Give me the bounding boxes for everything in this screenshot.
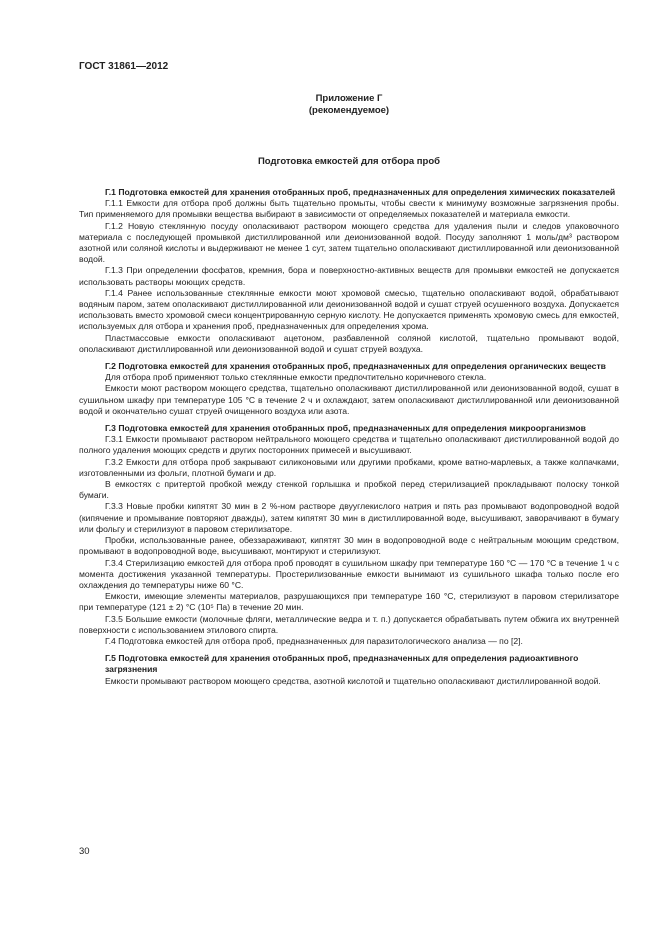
section-heading-g2: Г.2 Подготовка емкостей для хранения отобранных проб, предназначенных для определения органических веществ: [105, 361, 606, 372]
paragraph: Пробки, использованные ранее, обеззараживают, кипятят 30 мин в водопроводной воде с нейтральным моющим средством, промывают в водопроводной воде, высушивают, монтируют и стерилизуют.: [79, 535, 619, 557]
paragraph: Г.3.3 Новые пробки кипятят 30 мин в 2 %-ном растворе двууглекислого натрия и пять раз промывают водопроводной водой (кипячение и промывание повторяют дважды), затем кипятят 30 мин в дистиллированной воде, высушивают, заворачивают в бумагу или фольгу и стерилизуют в паровом стерилизаторе.: [79, 501, 619, 534]
paragraph: Емкости промывают раствором моющего средства, азотной кислотой и тщательно ополаскивают дистиллированной водой.: [105, 675, 601, 686]
paragraph: Емкости моют раствором моющего средства, тщательно ополаскивают дистиллированной или деионизованной водой, сушат в сушильном шкафу при температуре 105 °С в течение 2 ч и охлаждают, затем ополаскивают дистиллированной или деионизованной водой и окончательно сушат струей очищенного воздуха или азота.: [79, 383, 619, 416]
page-number: 30: [79, 846, 90, 857]
appendix-subtitle: (рекомендуемое): [308, 105, 390, 116]
paragraph: Емкости, имеющие элементы материалов, разрушающихся при температуре 160 °С, стерилизуют в паровом стерилизаторе при температуре (121 ± 2) °С (10⁵ Па) в течение 20 мин.: [79, 591, 619, 613]
document-header: ГОСТ 31861—2012: [79, 61, 169, 72]
paragraph: Г.1.1 Емкости для отбора проб должны быть тщательно промыты, чтобы свести к минимуму возможные загрязнения пробы. Тип применяемого для промывки вещества выбирают в зависимости от определяемых показателей и материала емкости.: [79, 198, 619, 220]
paragraph: Г.3.4 Стерилизацию емкостей для отбора проб проводят в сушильном шкафу при температуре 160 °С — 170 °С в течение 1 ч с момента достижения указанной температуры. Простерилизованные емкости вынимают из сушильного шкафа только после его охлаждения до температуры ниже 60 °С.: [79, 557, 619, 590]
section-heading-g1: Г.1 Подготовка емкостей для хранения отобранных проб, предназначенных для определения химических показателей: [105, 187, 616, 197]
paragraph: Для отбора проб применяют только стеклянные емкости предпочтительно коричневого стекла.: [105, 372, 487, 383]
section-heading-g5: Г.5 Подготовка емкостей для хранения отобранных проб, предназначенных для определения радиоактивного загрязнения: [105, 653, 579, 675]
paragraph: Г.3.1 Емкости промывают раствором нейтрального моющего средства и тщательно ополаскивают дистиллированной водой до полного удаления моющих средств и других посторонних примесей и высушивают.: [79, 434, 619, 456]
paragraph: В емкостях с притертой пробкой между стенкой горлышка и пробкой перед стерилизацией прокладывают полоску тонкой бумаги.: [79, 479, 619, 501]
appendix-title: Приложение Г: [315, 93, 383, 104]
paragraph: Г.3.5 Большие емкости (молочные фляги, металлические ведра и т. п.) допускается обрабатывать путем обжига их внутренней поверхности с использованием этилового спирта.: [79, 613, 619, 635]
paragraph: Г.1.4 Ранее использованные стеклянные емкости моют хромовой смесью, тщательно ополаскивают водой, обрабатывают водяным паром, затем ополаскивают дистиллированной или деионизованной водой и сушат струей осушенного воздуха. Допускается использовать вместо хромовой смеси концентрированную серную кислоту. Не допускается применять хромовую смесь для емкостей, используемых для отбора и хранения проб, предназначенных для определения хрома.: [79, 287, 619, 332]
paragraph: Г.1.3 При определении фосфатов, кремния, бора и поверхностно-активных веществ для промывки емкостей не допускается использовать растворы моющих средств.: [79, 265, 619, 287]
section-heading-g3: Г.3 Подготовка емкостей для хранения отобранных проб, предназначенных для определения микроорганизмов: [105, 423, 586, 434]
paragraph: Г.1.2 Новую стеклянную посуду ополаскивают раствором моющего средства для удаления пыли и следов упаковочного материала с последующей промывкой дистиллированной или деионизованной водой. Посуду заполняют 1 моль/дм³ раствором азотной или соляной кислоты и выдерживают не менее 1 сут, затем тщательно ополаскивают дистиллированной или деионизованной водой.: [79, 220, 619, 265]
paragraph: Г.4 Подготовка емкостей для отбора проб, предназначенных для паразитологического анализа — по [2].: [105, 635, 523, 646]
paragraph: Пластмассовые емкости ополаскивают ацетоном, разбавленной соляной кислотой, тщательно промывают водой, ополаскивают дистиллированной или деионизованной водой и сушат струей воздуха.: [79, 332, 619, 354]
main-title: Подготовка емкостей для отбора проб: [257, 156, 441, 167]
paragraph: Г.3.2 Емкости для отбора проб закрывают силиконовыми или другими пробками, кроме ватно-марлевых, а также колпачками, изготовленными из фольги, плотной бумаги и др.: [79, 456, 619, 478]
document-body: [79, 187, 619, 687]
